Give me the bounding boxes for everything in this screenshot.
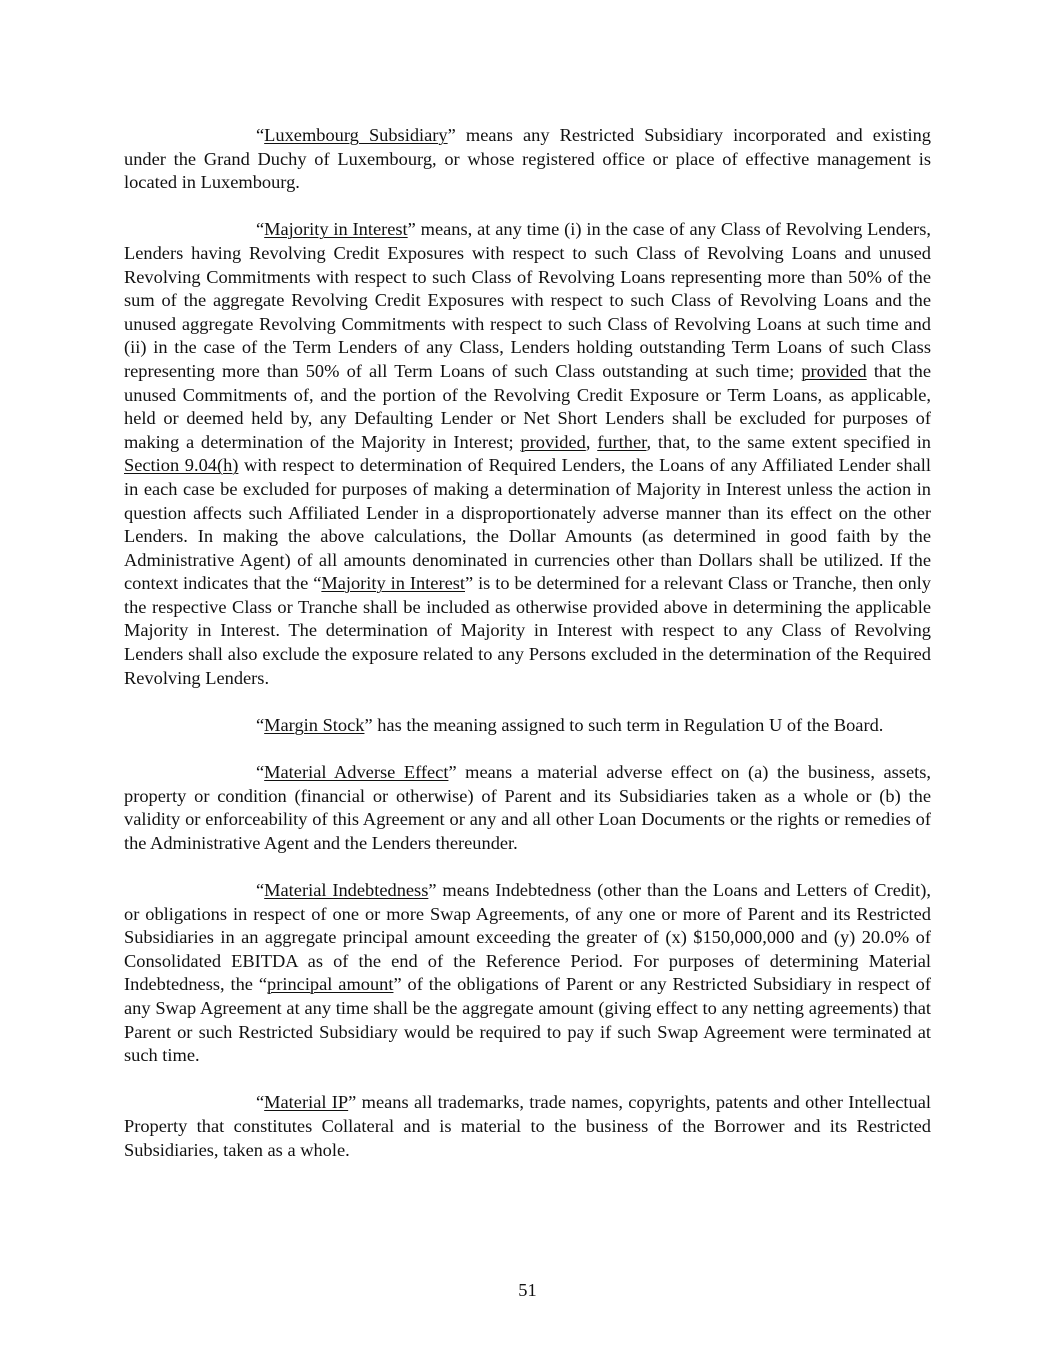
underlined-term: Margin Stock bbox=[264, 714, 365, 735]
definitions-list bbox=[124, 124, 931, 1162]
definition-material-ip bbox=[124, 1091, 931, 1162]
definition-text: “ bbox=[256, 880, 265, 900]
underlined-term: Material Indebtedness bbox=[264, 880, 429, 900]
definition-text: “ bbox=[256, 1092, 265, 1113]
definition-text: “ bbox=[256, 125, 265, 145]
underlined-term: further bbox=[597, 431, 647, 452]
definition-text: “ bbox=[256, 714, 265, 735]
definition-text: that the unused Commitments of, and the portion of the Revolving Credit Exposure or Term Loans, as applicable, held or deemed held by, any Defaulting Lender or Net Short Lenders shall be excluded for purposes of making a determination of the Majority in Interest; bbox=[124, 360, 931, 452]
definition-text: “ bbox=[256, 219, 265, 240]
definition-text: ” means all trademarks, trade names, copyrights, patents and other Intellectual Property that constitutes Collateral and is material to the business of the Borrower and its Restricted Subsidiaries, taken as a whole. bbox=[124, 1092, 932, 1160]
underlined-term: Material Adverse Effect bbox=[264, 762, 449, 783]
definition-text: , bbox=[585, 431, 598, 452]
underlined-term: Majority in Interest bbox=[264, 219, 408, 240]
underlined-term: Material IP bbox=[264, 1092, 349, 1113]
definition-text: ” means, at any time (i) in the case of any Class of Revolving Lenders, Lenders having Revolving Credit Exposures with respect to such Class of Revolving Loans and unused Revolving Commitments with respect to such Class of Revolving Loans representing more than 50% of the sum of the aggregate Revolving Credit Exposures with respect to such Class of Revolving Loans and the unused aggregate Revolving Commitments with respect to such Class of Revolving Loans at such time and (ii) in the case of the Term Lenders of any Class, Lenders holding outstanding Term Loans of such Class representing more than 50% of all Term Loans of such Class outstanding at such time; bbox=[124, 219, 931, 381]
definition-material-adverse-effect bbox=[124, 761, 931, 855]
definition-text: ” means Indebtedness (other than the Loans and Letters of Credit), or obligations in respect of one or more Swap Agreements, of any one or more of Parent and its Restricted Subsidiaries in an aggregate principal amount exceeding the greater of (x) $150,000,000 and (y) 20.0% of Consolidated EBITDA as of the end of the Reference Period. For purposes of determining Material Indebtedness, the “ bbox=[124, 880, 931, 995]
underlined-term: Majority in Interest bbox=[321, 573, 465, 594]
definition-luxembourg-subsidiary bbox=[124, 124, 931, 195]
underlined-term: provided bbox=[520, 431, 586, 452]
underlined-term: Luxembourg Subsidiary bbox=[264, 125, 448, 145]
definition-text: ” of the obligations of Parent or any Restricted Subsidiary in respect of any Swap Agreement at any time shall be the aggregate amount (giving effect to any netting agreements) that Parent or such Restricted Subsidiary would be required to pay if such Swap Agreement were terminated at such time. bbox=[124, 974, 932, 1066]
definition-text: ” means any Restricted Subsidiary incorporated and existing under the Grand Duchy of Luxembourg, or whose registered office or place of effective management is located in Luxembourg. bbox=[124, 125, 931, 193]
underlined-term: Section 9.04(h) bbox=[124, 455, 239, 476]
definition-text: ” has the meaning assigned to such term in Regulation U of the Board. bbox=[364, 714, 884, 735]
underlined-term: principal amount bbox=[267, 974, 394, 995]
definition-majority-in-interest bbox=[124, 218, 931, 690]
definition-text: “ bbox=[256, 762, 265, 783]
definition-text: ” means a material adverse effect on (a) the business, assets, property or condition (financial or otherwise) of Parent and its Subsidiaries taken as a whole or (b) the validity or enforceability of this Agreement or any and all other Loan Documents or the rights or remedies of the Administrative Agent and the Lenders thereunder. bbox=[124, 762, 931, 853]
definition-margin-stock bbox=[124, 714, 931, 738]
definition-text: with respect to determination of Required Lenders, the Loans of any Affiliated Lender shall in each case be excluded for purposes of making a determination of Majority in Interest unless the action in question affects such Affiliated Lender in a disproportionately adverse manner than its effect on the other Lenders. In making the above calculations, the Dollar Amounts (as determined in good faith by the Administrative Agent) of all amounts denominated in currencies other than Dollars shall be utilized. If the context indicates that the “ bbox=[124, 455, 931, 594]
page-number: 51 bbox=[518, 1280, 537, 1300]
definition-text: ” is to be determined for a relevant Class or Tranche, then only the respective Class or Tranche shall be included as otherwise provided above in determining the applicable Majority in Interest. The determination of Majority in Interest with respect to any Class of Revolving Lenders shall also exclude the exposure related to any Persons excluded in the determination of the Required Revolving Lenders. bbox=[124, 573, 931, 688]
underlined-term: provided bbox=[801, 360, 867, 381]
definition-material-indebtedness bbox=[124, 879, 931, 1068]
definition-text: , that, to the same extent specified in bbox=[646, 431, 931, 452]
document-page bbox=[124, 124, 931, 1186]
